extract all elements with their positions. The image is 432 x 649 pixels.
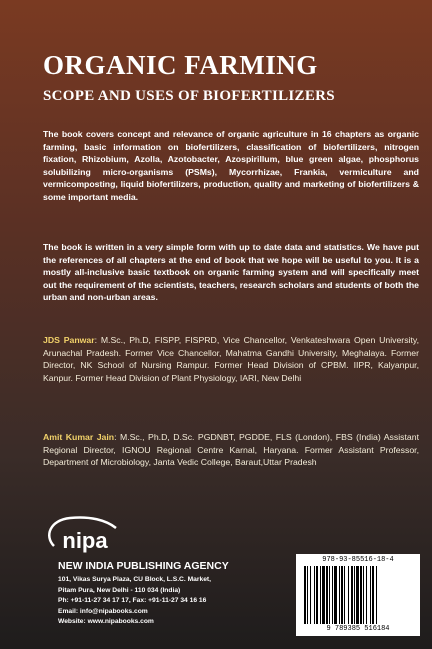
barcode-bar xyxy=(307,566,308,624)
barcode-bar xyxy=(363,566,364,624)
barcode-bar xyxy=(351,566,353,624)
description-paragraph-2: The book is written in a very simple form with up to date data and statistics. We have put the references of all chapters at the end of book that we hope will be useful to you. It is a mostly all-inclusive basic textbook on organic farming system and will specifically meet out the requirement of the scientists, teachers, research scholars and students of both the urban and non-urban areas. xyxy=(43,242,419,303)
barcode-bar xyxy=(372,566,374,624)
barcode-bar xyxy=(366,566,367,624)
website-line: Website: www.nipabooks.com xyxy=(58,618,154,625)
author-credentials: : M.Sc., Ph.D, D.Sc. PGDNBT, PGDDE, FLS (London), FBS (India) Assistant Regional Director, IGNOU Regional Centre Karnal, Haryana. Former Assistant Professor, Department of Microbiology, Janta Vedic College, Baraut,Uttar Pradesh xyxy=(43,432,419,468)
barcode-bar xyxy=(348,566,349,624)
barcode-bar xyxy=(332,566,333,624)
barcode-bar xyxy=(334,566,337,624)
barcode-bar xyxy=(360,566,362,624)
barcode-bar xyxy=(310,566,311,624)
publisher-address xyxy=(58,575,268,628)
phone-line: Ph: +91-11-27 34 17 17, Fax: +91-11-27 34 16 16 xyxy=(58,597,207,604)
book-subtitle: SCOPE AND USES OF BIOFERTILIZERS xyxy=(43,88,335,104)
isbn-barcode xyxy=(296,554,420,636)
barcode-bar xyxy=(344,566,345,624)
email-line: Email: info@nipabooks.com xyxy=(58,607,148,615)
address-line: Pitam Pura, New Delhi - 110 034 (India) xyxy=(58,586,181,594)
barcode-bar xyxy=(356,566,359,624)
barcode-bar xyxy=(316,566,318,624)
address-line: 101, Vikas Surya Plaza, CU Block, L.S.C. Market, xyxy=(58,576,212,583)
author-name: JDS Panwar xyxy=(43,335,95,345)
barcode-bar xyxy=(326,566,328,624)
author-name: Amit Kumar Jain xyxy=(43,432,115,442)
description-paragraph-1: The book covers concept and relevance of organic agriculture in 16 chapters as organic farming, basic information on biofertilizers, classification of biofertilizers, nitrogen fixation, Rhizobium, Azolla, Azotobacter, Azospirillum, blue green algae, phosphorus solubilizing micro-organisms (PSMs), Mycorrhizae, Frankia, vermiculture and vermicomposting, liquid biofertilizers, production, quality and marketing of biofertilizers & some important media. xyxy=(43,129,419,202)
logo-wordmark: nipa xyxy=(62,528,108,553)
barcode-bar xyxy=(329,566,330,624)
barcode-bar xyxy=(376,566,377,624)
book-title: ORGANIC FARMING xyxy=(43,50,318,80)
barcode-bar xyxy=(354,566,355,624)
author-bio-1 xyxy=(43,334,419,384)
publisher-logo xyxy=(40,514,130,561)
isbn-text: 978-93-85516-18-4 xyxy=(322,556,394,564)
author-bio-2 xyxy=(43,431,419,469)
barcode-bar xyxy=(320,566,321,624)
isbn-digits: 9 789385 516184 xyxy=(326,625,390,633)
author-credentials: : M.Sc., Ph.D, FISPP, FISPRD, Vice Chancellor, Venkateshwara Open University, Arunachal Pradesh. Former Vice Chancellor, Mahatma Gandhi University, Meghalaya. Former Director, NK School of Nursing Rampur. Former Head Division of CPBM. IIPR, Kalyanpur, Kanpur. Former Head Division of Plant Physiology, IARI, New Delhi xyxy=(43,335,419,383)
barcode-bar xyxy=(304,566,306,624)
publisher-name: NEW INDIA PUBLISHING AGENCY xyxy=(58,560,229,572)
barcode-bar xyxy=(339,566,340,624)
barcode-bar xyxy=(314,566,315,624)
barcode-bar xyxy=(341,566,343,624)
barcode-bar xyxy=(322,566,325,624)
barcode-bars xyxy=(302,566,414,624)
barcode-bar xyxy=(370,566,371,624)
